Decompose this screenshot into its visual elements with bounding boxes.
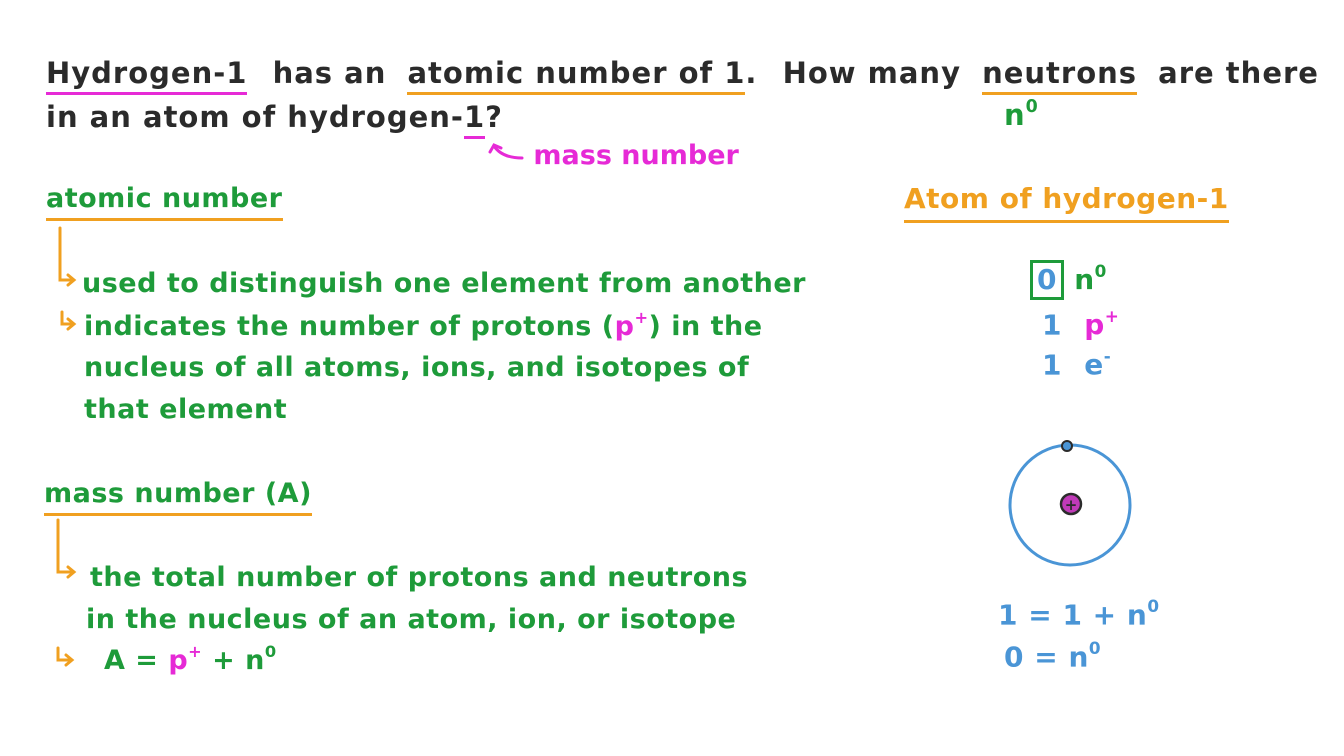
bullet-arrow-icon [60,228,72,280]
neutrons-term: neutrons [982,56,1137,95]
question-text: How many [782,56,961,90]
neutron-symbol: n [1074,263,1095,296]
question-period: . [745,56,758,90]
formula-plus: + [212,645,236,676]
electron [1062,441,1072,451]
neutron-superscript: 0 [1025,97,1039,118]
atom-panel-title: Atom of hydrogen-1 [904,182,1229,223]
equation-2-left: 0 = [1004,640,1059,674]
nucleus-charge: + [1064,496,1078,514]
neutron-symbol: n [1004,98,1026,132]
mass-number-heading: mass number (A) [44,478,312,516]
atomic-number-bullet-1: used to distinguish one element from another [82,268,806,299]
mass-number-bullet-line-2: in the nucleus of an atom, ion, or isotope [86,604,737,635]
equation-2-neutron: n [1068,640,1089,674]
question-mark: ? [485,100,503,134]
bullet-text: ) in the [648,311,763,342]
equation-1-sup: 0 [1147,596,1160,616]
formula-proton: p [168,645,189,676]
neutron-superscript: 0 [1094,260,1107,281]
equation-1-neutron: n [1126,598,1148,632]
formula-neutron-sup: 0 [264,642,277,661]
question-text: has an [272,56,387,90]
question-text: are there [1158,56,1319,90]
proton-symbol: p [614,311,635,342]
proton-superscript: + [634,308,649,327]
atomic-number-line-4: that element [84,394,288,425]
formula-proton-sup: + [188,642,203,661]
mass-number-note-text: mass number [533,140,739,171]
formula-a: A = [104,645,159,676]
atomic-number-heading: atomic number [46,183,283,221]
proton-count: 1 [1042,308,1062,342]
question-text: in an atom of hydrogen- [46,100,464,134]
hydrogen-1-term: Hydrogen-1 [46,56,247,95]
atomic-number-phrase: atomic number of 1 [407,56,745,95]
bullet-text: indicates the number of protons ( [84,311,615,342]
equation-1-left: 1 = 1 + [998,598,1117,632]
electron-symbol: e [1084,348,1104,382]
equation-2-sup: 0 [1088,638,1102,658]
proton-superscript: + [1104,306,1120,326]
electron-count: 1 [1042,348,1062,382]
proton-symbol: p [1084,308,1105,342]
formula-neutron: n [245,645,265,676]
mass-number-bullet-line-1: the total number of protons and neutrons [90,562,749,593]
mass-number-digit: 1 [464,100,485,139]
atomic-number-line-3: nucleus of all atoms, ions, and isotopes of [84,352,750,383]
electron-superscript: - [1103,346,1112,366]
neutron-count-box: 0 [1030,260,1064,300]
bullet-arrow-icon [58,520,72,572]
